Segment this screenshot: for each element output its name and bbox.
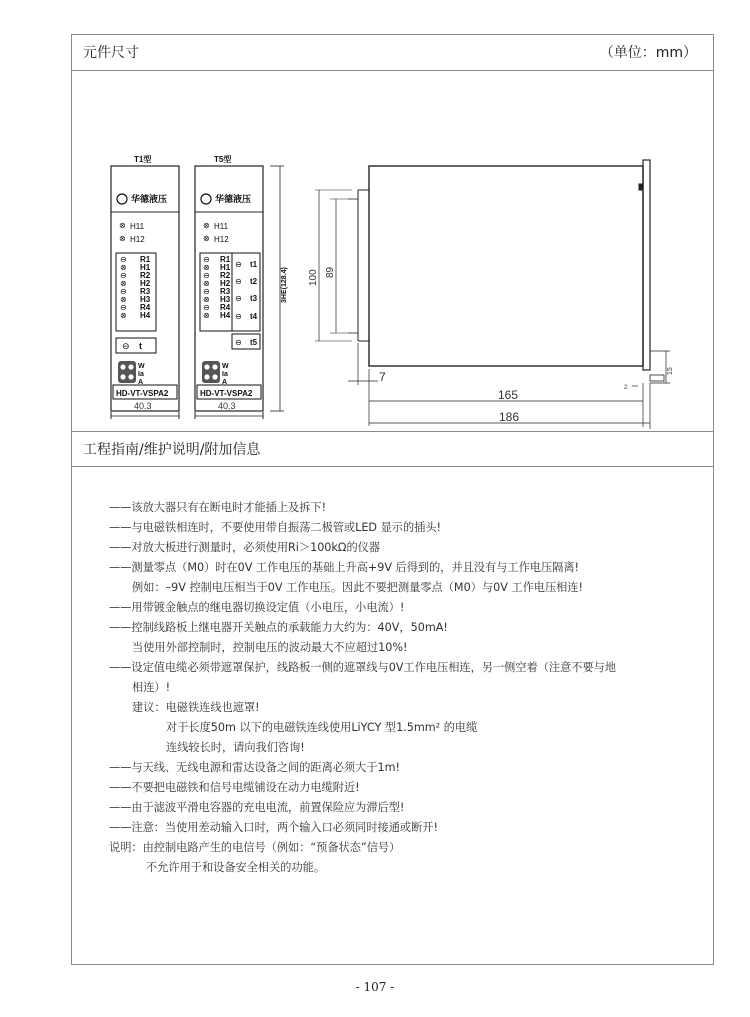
svg-text:⊖: ⊖ [235, 338, 242, 347]
dim-15: 15 [667, 367, 674, 375]
note-line: ——设定值电缆必须带遮罩保护，线路板一侧的遮罩线与0V工作电压相连，另一侧空着（注意不要与地 [109, 661, 617, 674]
pot-label: H3 [140, 295, 151, 304]
dim-7: 7 [379, 370, 386, 384]
note-line: ——对放大板进行测量时，必须使用Ri＞100kΩ的仪器 [109, 541, 381, 554]
wia-label: A [222, 379, 228, 386]
pot-label: H2 [140, 279, 151, 288]
dim-89: 89 [325, 266, 336, 278]
wia-label: W [138, 363, 145, 370]
side-view [315, 160, 670, 429]
timer-list [235, 260, 258, 321]
pot-label: R4 [140, 303, 151, 312]
dim-186: 186 [499, 410, 520, 424]
note-line: 相连）! [132, 681, 171, 694]
svg-text:⊗: ⊗ [203, 279, 210, 288]
pot-label: R3 [140, 287, 151, 296]
panel-t1-width: 40.3 [134, 401, 152, 411]
timer-label: t3 [250, 294, 258, 303]
note-line: 例如：–9V 控制电压相当于0V 工作电压。因此不要把测量零点（M0）与0V 工作电压相连! [132, 581, 584, 594]
section-header-notes [72, 431, 713, 467]
svg-text:⊗: ⊗ [203, 311, 210, 320]
page-number: - 107 - [355, 980, 395, 994]
note-line: ——测量零点（M0）时在0V 工作电压的基础上升高+9V 后得到的，并且没有与工作电压隔离! [109, 561, 580, 574]
pot-label: R2 [140, 271, 151, 280]
note-line: ——与电磁铁相连时，不要使用带自振荡二极管或LED 显示的插头! [109, 521, 442, 534]
pot-label: R1 [220, 255, 231, 264]
pot-label: H3 [220, 295, 231, 304]
pot-label: R4 [220, 303, 231, 312]
timer-label: t5 [250, 338, 258, 347]
led-label: H12 [214, 235, 229, 244]
note-line: 连线较长时，请向我们咨询! [166, 741, 305, 754]
dimension-drawing [72, 71, 713, 431]
wia-label: Ia [138, 371, 144, 378]
panel-t5-brand: 华德液压 [215, 194, 252, 204]
panel-t1-t: t [139, 341, 142, 351]
pot-label: H1 [140, 263, 151, 272]
unit-label: （单位：mm） [599, 45, 697, 61]
pot-label: R1 [140, 255, 151, 264]
pot-list [120, 255, 151, 320]
svg-text:⊗: ⊗ [203, 263, 210, 272]
dim-100: 100 [308, 269, 319, 286]
panel-t1-brand: 华德液压 [131, 194, 168, 204]
wia-label: W [222, 363, 229, 370]
panel-t5-type: T5型 [214, 155, 232, 164]
pot-label: H4 [220, 311, 231, 320]
led-label: H11 [130, 222, 145, 231]
pot-label: R3 [220, 287, 231, 296]
svg-text:⊖: ⊖ [235, 260, 242, 269]
svg-text:⊗: ⊗ [119, 234, 126, 243]
svg-text:⊖: ⊖ [120, 287, 127, 296]
note-line: ——与天线、无线电源和雷达设备之间的距离必须大于1m! [109, 761, 401, 774]
height-dim-label: 3HE(128.4) [281, 267, 288, 303]
section-title: 元件尺寸 [83, 45, 139, 61]
dim-165: 165 [498, 388, 519, 402]
panel-t1-model: HD-VT-VSPA2 [116, 389, 169, 398]
timer-label: t4 [250, 312, 258, 321]
pot-label: H1 [220, 263, 231, 272]
svg-text:⊖: ⊖ [122, 341, 130, 351]
svg-text:⊖: ⊖ [120, 255, 127, 264]
led-label: H11 [214, 222, 229, 231]
pot-label: H2 [220, 279, 231, 288]
svg-text:⊗: ⊗ [120, 295, 127, 304]
svg-text:⊗: ⊗ [203, 295, 210, 304]
panel-t1 [111, 154, 179, 419]
note-line: 对于长度50m 以下的电磁铁连线使用LiYCY 型1.5mm² 的电缆 [166, 721, 478, 734]
section-title: 工程指南/维护说明/附加信息 [83, 442, 261, 458]
svg-text:⊗: ⊗ [120, 263, 127, 272]
note-line: 说明：由控制电路产生的电信号（例如：“预备状态”信号） [109, 841, 401, 854]
note-line: ——用带镀金触点的继电器切换设定值（小电压，小电流）! [109, 601, 405, 614]
svg-text:⊗: ⊗ [203, 221, 210, 230]
svg-text:⊖: ⊖ [203, 287, 210, 296]
svg-text:⊖: ⊖ [235, 312, 242, 321]
timer-label: t2 [250, 277, 258, 286]
svg-text:⊗: ⊗ [120, 311, 127, 320]
svg-text:⊖: ⊖ [120, 303, 127, 312]
wia-label: A [138, 379, 144, 386]
timer-label: t1 [250, 260, 258, 269]
svg-text:⊖: ⊖ [120, 271, 127, 280]
brand-logo-icon [117, 194, 127, 204]
svg-text:⊖: ⊖ [203, 255, 210, 264]
dim-2: 2 [624, 385, 628, 391]
brand-logo-icon [201, 194, 211, 204]
section-header-dimensions [72, 35, 713, 71]
pot-label: H4 [140, 311, 151, 320]
wia-label: Ia [222, 371, 228, 378]
panel-t5-width: 40.3 [218, 401, 236, 411]
note-line: 不允许用于和设备安全相关的功能。 [146, 861, 326, 874]
note-line: ——注意：当使用差动输入口时，两个输入口必须同时接通或断开! [109, 821, 438, 834]
svg-text:⊗: ⊗ [203, 234, 210, 243]
panel-t5-model: HD-VT-VSPA2 [200, 389, 253, 398]
panel-t1-type: T1型 [134, 155, 152, 164]
side-view-labels [308, 266, 674, 424]
svg-text:⊖: ⊖ [235, 277, 242, 286]
led-group [119, 221, 145, 244]
panel-t5 [195, 154, 263, 419]
svg-text:⊖: ⊖ [203, 271, 210, 280]
svg-text:⊖: ⊖ [203, 303, 210, 312]
pot-list [203, 255, 231, 320]
height-dimension [270, 166, 288, 411]
note-line: 当使用外部控制时，控制电压的波动最大不应超过10%! [132, 641, 408, 654]
note-line: ——控制线路板上继电器开关触点的承载能力大约为：40V，50mA! [109, 621, 448, 634]
note-line: 建议：电磁铁连线也遮罩! [132, 701, 260, 714]
note-line: ——不要把电磁铁和信号电缆铺设在动力电缆附近! [109, 781, 360, 794]
pot-label: R2 [220, 271, 231, 280]
led-label: H12 [130, 235, 145, 244]
note-line: ——该放大器只有在断电时才能插上及拆下! [109, 501, 327, 514]
svg-text:⊖: ⊖ [235, 294, 242, 303]
svg-text:⊗: ⊗ [119, 221, 126, 230]
svg-text:⊗: ⊗ [120, 279, 127, 288]
note-line: ——由于滤波平滑电容器的充电电流，前置保险应为滞后型! [109, 801, 405, 814]
